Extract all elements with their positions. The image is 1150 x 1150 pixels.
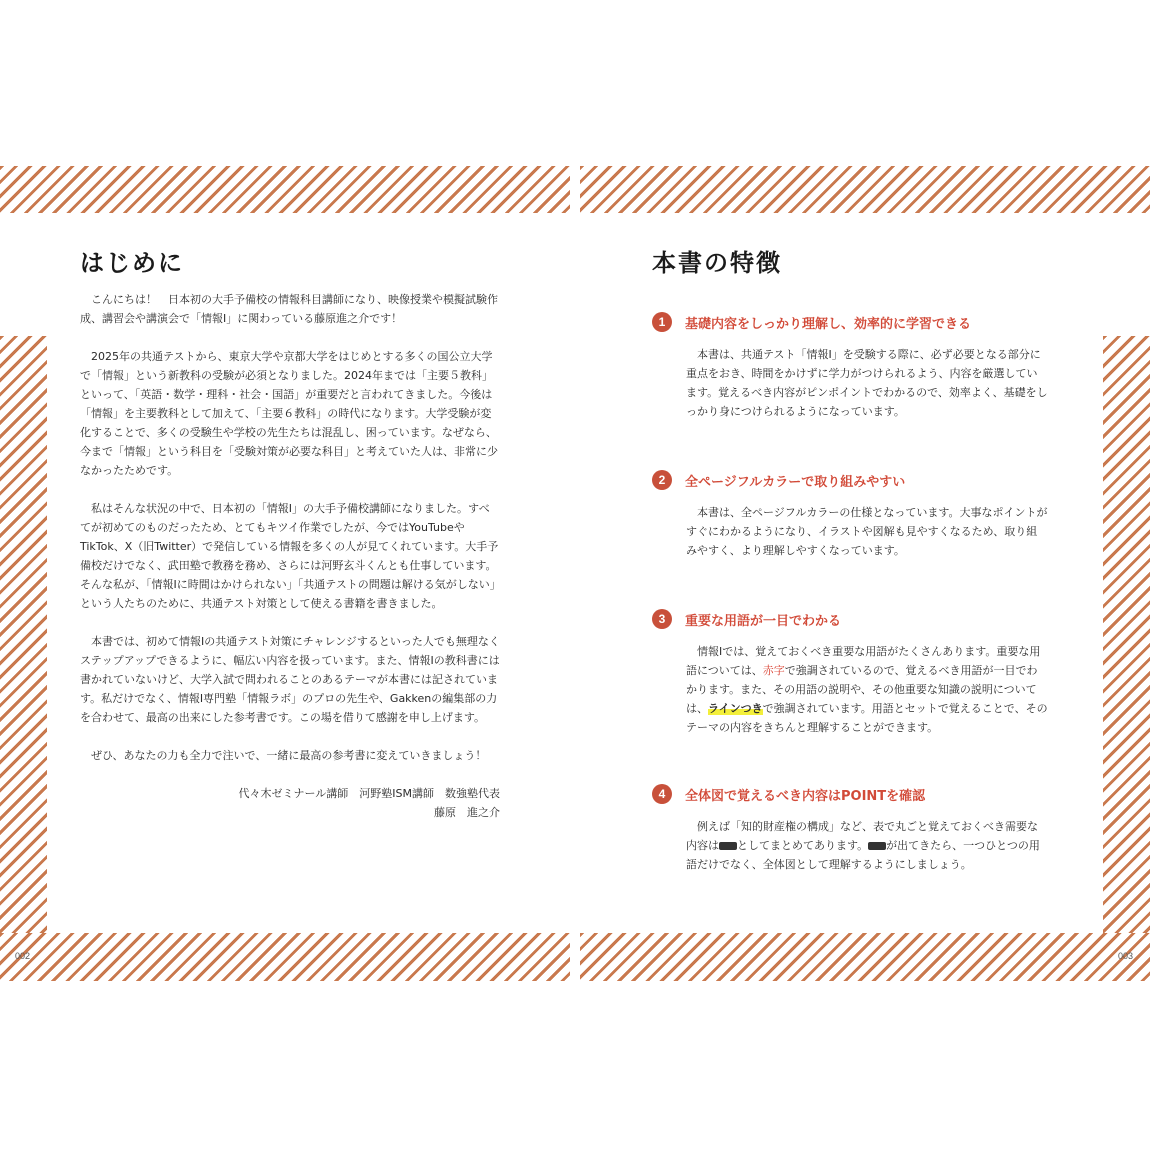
author-affiliation: 代々木ゼミナール講師 河野塾ISM講師 数強塾代表	[238, 787, 500, 800]
feature-number-badge: 4	[652, 784, 672, 804]
highlight-line-sample: ラインつき	[708, 702, 763, 715]
feature-2	[652, 469, 1048, 560]
feature-body: 本書は、共通テスト「情報Ⅰ」を受験する際に、必ず必要となる部分に重点をおき、時間をかけずに学力がつけられるよう、内容を厳選しています。覚えるべき内容がピンポイントでわかるので、効率よく、基礎をしっかり身につけられるようになっています。	[686, 348, 1048, 418]
red-term-sample: 赤字	[762, 664, 785, 677]
right-top-stripe-band	[580, 166, 1150, 213]
feature-number-badge: 3	[652, 609, 672, 629]
feature-4	[652, 783, 1048, 874]
point-badge-icon	[719, 842, 737, 850]
feature-title: 全ページフルカラーで取り組みやすい	[685, 474, 906, 490]
feature-body	[686, 642, 1048, 737]
author-name: 藤原 進之介	[434, 806, 500, 819]
feature-title: 重要な用語が一目でわかる	[685, 613, 842, 629]
intro-paragraph-3: 私はそんな状況の中で、日本初の「情報Ⅰ」の大手予備校講師になりました。すべてが初めてのものだったため、とてもキツイ作業でしたが、今ではYouTubeやTikTok、X（旧Twitter）で発信している情報を多くの人が見てくれています。大手予備校だけでなく、武田塾で教務を務め、さらには河野玄斗くんとも仕事しています。そんな私が、「情報Ⅰに時間はかけられない」「共通テストの問題は解ける気がしない」という人たちのために、共通テスト対策として使える書籍を書きました。	[80, 502, 499, 610]
intro-paragraph-1: こんにちは！ 日本初の大手予備校の情報科目講師になり、映像授業や模擬試験作成、講習会や講演会で「情報Ⅰ」に関わっている藤原進之介です！	[80, 293, 498, 325]
feature-3	[652, 608, 1048, 737]
left-side-stripe-band	[0, 336, 47, 981]
feature-number-badge: 1	[652, 312, 672, 332]
left-top-stripe-band	[0, 166, 570, 213]
left-bottom-stripe-band	[0, 933, 570, 981]
feature-body	[686, 817, 1048, 874]
page-title-right: 本書の特徴	[652, 249, 782, 277]
right-side-stripe-band	[1103, 336, 1150, 981]
intro-paragraph-4: 本書では、初めて情報Ⅰの共通テスト対策にチャレンジするといった人でも無理なくステップアップできるように、幅広い内容を扱っています。また、情報Ⅰの教科書には書かれていないけど、大学入試で問われることのあるテーマが本書には記されています。私だけでなく、情報Ⅰ専門塾「情報ラボ」のプロの先生や、Gakkenの編集部の力を合わせて、最高の出来にした参考書です。この場を借りて感謝を申し上げます。	[80, 635, 500, 724]
intro-paragraph-2: 2025年の共通テストから、東京大学や京都大学をはじめとする多くの国公立大学で「情報」という新教科の受験が必須となりました。2024年までは「主要５教科」といって、「英語・数学・理科・社会・国語」が重要だと言われてきました。今後は「情報」を主要教科として加えて、「主要６教科」の時代になります。大学受験が変化することで、多くの受験生や学校の先生たちは混乱し、困っています。なぜなら、今まで「情報」という科目を「受験対策が必要な科目」と考えていた人は、非常に少なかったためです。	[80, 350, 498, 477]
page-title-left: はじめに	[80, 249, 184, 277]
right-bottom-stripe-band	[580, 933, 1150, 981]
feature-body-part: で強調されているので、覚えるべき用語が一目でわかります。また、その用語の説明や、その他重要な知識の説明については、	[686, 664, 1038, 715]
feature-body-part: で強調されています。用語とセットで覚えることで、そのテーマの内容をきちんと理解することができます。	[686, 702, 1048, 734]
feature-number-badge: 2	[652, 470, 672, 490]
page-number-right: 003	[1118, 951, 1134, 961]
intro-text	[80, 290, 500, 822]
page-number-left: 002	[15, 951, 31, 961]
feature-title: 基礎内容をしっかり理解し、効率的に学習できる	[685, 316, 972, 332]
intro-paragraph-5: ぜひ、あなたの力も全力で注いで、一緒に最高の参考書に変えていきましょう！	[91, 749, 487, 762]
feature-body-part: 情報Ⅰでは、覚えておくべき重要な用語がたくさんあります。重要な用語については、	[686, 645, 1041, 677]
feature-title: 全体図で覚えるべき内容はPOINTを確認	[685, 788, 926, 804]
feature-body: 本書は、全ページフルカラーの仕様となっています。大事なポイントがすぐにわかるようになり、イラストや図解も見やすくなるため、取り組みやすく、より理解しやすくなっています。	[686, 506, 1048, 557]
feature-body-part: としてまとめてあります。	[737, 839, 869, 852]
feature-body-part: が出てきたら、一つひとつの用語だけでなく、全体図として理解するようにしましょう。	[686, 839, 1040, 871]
feature-body-part: 例えば「知的財産権の構成」など、表で丸ごと覚えておくべき需要な内容は	[686, 820, 1038, 852]
point-badge-icon	[868, 842, 886, 850]
feature-1	[652, 311, 1048, 421]
